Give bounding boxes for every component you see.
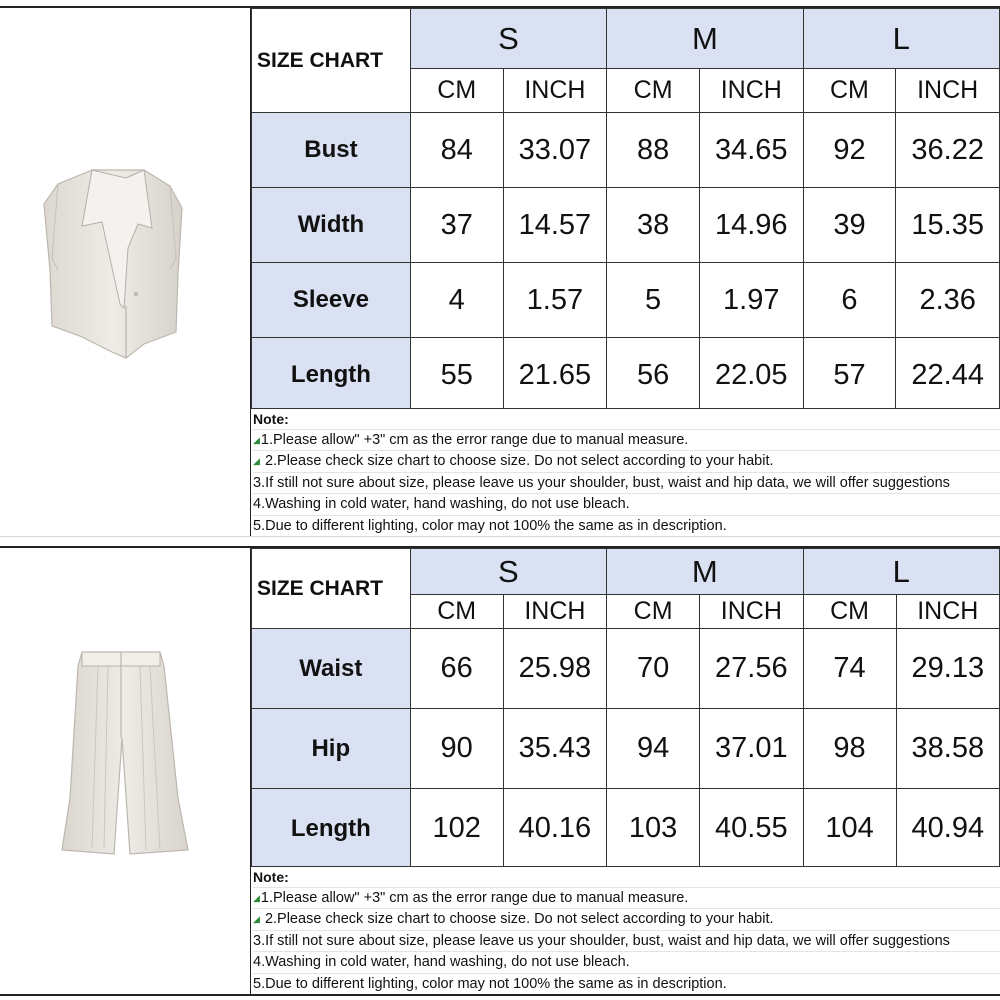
measurement-label: Sleeve (252, 263, 411, 338)
note-item: 5.Due to different lighting, color may not 100% the same as in description. (253, 973, 1000, 995)
unit-header: INCH (896, 69, 1000, 113)
note-item: ◢1.Please allow" +3" cm as the error range due to manual measure. (253, 887, 1000, 909)
measurement-value: 92 (803, 113, 896, 188)
measurement-value: 38 (607, 188, 700, 263)
measurement-value: 40.55 (700, 789, 803, 869)
measurement-value: 57 (803, 338, 896, 413)
unit-header: INCH (699, 69, 803, 113)
table-row (252, 188, 1000, 263)
measurement-value: 90 (410, 709, 503, 789)
measurement-value: 104 (803, 789, 896, 869)
measurement-value: 1.57 (503, 263, 607, 338)
measurement-value: 37 (410, 188, 503, 263)
measurement-value: 94 (607, 709, 700, 789)
unit-header: CM (410, 595, 503, 629)
measurement-value: 40.94 (896, 789, 999, 869)
note-item: 3.If still not sure about size, please leave us your shoulder, bust, waist and hip data, we will offer suggestions (253, 930, 1000, 952)
measurement-value: 25.98 (503, 629, 606, 709)
table-row (252, 263, 1000, 338)
table-row (252, 789, 1000, 869)
measurement-value: 14.96 (699, 188, 803, 263)
measurement-value: 4 (410, 263, 503, 338)
notes-section (251, 408, 1000, 537)
table-row (252, 629, 1000, 709)
measurement-label: Length (252, 338, 411, 413)
measurement-value: 66 (410, 629, 503, 709)
notes-title: Note: (253, 410, 289, 427)
measurement-value: 88 (607, 113, 700, 188)
measurement-value: 70 (607, 629, 700, 709)
measurement-value: 6 (803, 263, 896, 338)
vest-size-chart-block (0, 6, 1000, 538)
cell-marker-icon: ◢ (253, 456, 260, 466)
cell-marker-icon: ◢ (253, 892, 260, 903)
unit-header: CM (607, 595, 700, 629)
measurement-value: 27.56 (700, 629, 803, 709)
section-separator (0, 536, 1000, 545)
notes-title: Note: (253, 868, 289, 885)
measurement-value: 39 (803, 188, 896, 263)
table-row (252, 709, 1000, 789)
vest-size-table (251, 8, 1000, 413)
measurement-value: 55 (410, 338, 503, 413)
measurement-value: 21.65 (503, 338, 607, 413)
measurement-value: 56 (607, 338, 700, 413)
unit-header: CM (803, 69, 896, 113)
note-item: 5.Due to different lighting, color may not 100% the same as in description. (253, 515, 1000, 537)
unit-header: INCH (503, 595, 606, 629)
unit-header: INCH (896, 595, 999, 629)
note-item: 3.If still not sure about size, please leave us your shoulder, bust, waist and hip data, we will offer suggestions (253, 472, 1000, 494)
measurement-label: Width (252, 188, 411, 263)
wide-leg-trousers-icon (0, 548, 250, 994)
note-item: ◢ 2.Please check size chart to choose size. Do not select according to your habit. (253, 450, 1000, 472)
unit-header: INCH (700, 595, 803, 629)
sleeveless-vest-icon (0, 8, 250, 536)
size-s-header: S (410, 549, 606, 595)
trousers-size-chart-block (0, 546, 1000, 996)
measurement-value: 1.97 (699, 263, 803, 338)
size-chart-header: SIZE CHART (252, 549, 411, 629)
measurement-value: 38.58 (896, 709, 999, 789)
size-l-header: L (803, 9, 999, 69)
size-s-header: S (410, 9, 606, 69)
measurement-value: 15.35 (896, 188, 1000, 263)
measurement-value: 33.07 (503, 113, 607, 188)
table-row (252, 338, 1000, 413)
size-l-header: L (803, 549, 1000, 595)
vest-image-cell (0, 8, 252, 536)
measurement-value: 35.43 (503, 709, 606, 789)
cell-marker-icon: ◢ (253, 914, 260, 924)
measurement-label: Hip (252, 709, 411, 789)
measurement-value: 29.13 (896, 629, 999, 709)
size-m-header: M (607, 549, 803, 595)
measurement-value: 34.65 (699, 113, 803, 188)
measurement-value: 103 (607, 789, 700, 869)
measurement-value: 22.05 (699, 338, 803, 413)
measurement-label: Waist (252, 629, 411, 709)
measurement-value: 14.57 (503, 188, 607, 263)
measurement-value: 84 (410, 113, 503, 188)
measurement-label: Bust (252, 113, 411, 188)
trousers-image-cell (0, 548, 252, 994)
note-item: 4.Washing in cold water, hand washing, do not use bleach. (253, 493, 1000, 515)
size-chart-header: SIZE CHART (252, 9, 411, 113)
measurement-value: 74 (803, 629, 896, 709)
notes-section (251, 866, 1000, 995)
measurement-value: 22.44 (896, 338, 1000, 413)
note-item: 4.Washing in cold water, hand washing, do not use bleach. (253, 951, 1000, 973)
unit-header: INCH (503, 69, 607, 113)
measurement-value: 98 (803, 709, 896, 789)
cell-marker-icon: ◢ (253, 434, 260, 445)
note-item: ◢ 2.Please check size chart to choose size. Do not select according to your habit. (253, 908, 1000, 930)
measurement-value: 36.22 (896, 113, 1000, 188)
measurement-value: 5 (607, 263, 700, 338)
measurement-value: 2.36 (896, 263, 1000, 338)
unit-header: CM (410, 69, 503, 113)
table-row (252, 113, 1000, 188)
size-m-header: M (607, 9, 803, 69)
unit-header: CM (803, 595, 896, 629)
trousers-size-table (251, 548, 1000, 869)
measurement-value: 37.01 (700, 709, 803, 789)
unit-header: CM (607, 69, 700, 113)
note-item: ◢1.Please allow" +3" cm as the error range due to manual measure. (253, 429, 1000, 451)
measurement-value: 40.16 (503, 789, 606, 869)
measurement-value: 102 (410, 789, 503, 869)
measurement-label: Length (252, 789, 411, 869)
